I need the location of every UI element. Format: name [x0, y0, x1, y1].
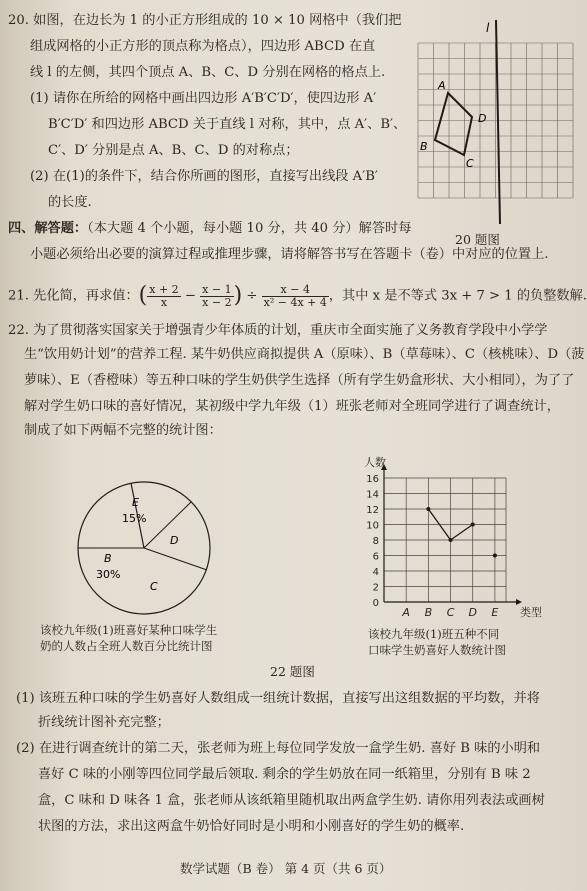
q21-line: 21. 先化简，再求值：( $\frac{x + 2}{x}$ − $\frac{x - 1}{x - 2}$ ) ÷ $\frac{x - 4}{\text{x² − 4x + 4}}$ ，其中 x 是不等式 3x + 7 > 1 的负整数解. [8, 282, 587, 309]
section4-intro: （本大题 4 个小题，每小题 10 分，共 40 分）解答时每 [87, 221, 412, 236]
y-tick-label: 16 [366, 474, 379, 485]
y-tick-label: 4 [372, 567, 379, 578]
q22-sub2-line-2: 喜好 C 味的小刚等四位同学最后领取. 剩余的学生奶放在同一纸箱里，分别有 B 味 2 [38, 767, 531, 782]
section4-line-1 [8, 220, 411, 238]
y-tick-label: 6 [372, 551, 379, 563]
x-axis-label: 类型 [520, 606, 542, 619]
label-A: A [438, 79, 446, 92]
q22-line-3: 萝味）、E（香橙味）等五种口味的学生奶供学生选择（所有学生奶盒形状、大小相同），为了了 [24, 373, 575, 388]
line-caption-2: 口味学生奶喜好人数统计图 [368, 643, 506, 657]
pie-divider-3 [144, 548, 207, 570]
q21-prefix: 21. 先化简，再求值： [8, 288, 139, 304]
y-tick-label: 14 [366, 489, 379, 501]
q21-fraction-1: $\frac{x + 2}{x}$ [149, 282, 179, 309]
q22-line-5: 制成了如下两幅不完整的统计图： [24, 423, 222, 438]
label-l: l [486, 21, 490, 35]
q21-fraction-3: $\frac{x - 4}{\text{x² − 4x + 4}}$ [263, 282, 327, 309]
q20-line-8: 的长度. [48, 195, 92, 210]
line-chart [348, 456, 548, 619]
q20-line-1: 20. 如图，在边长为 1 的小正方形组成的 10 × 10 网格中（我们把 [8, 13, 402, 28]
y-tick-label: 0 [372, 598, 379, 609]
series-line-segment [451, 525, 473, 541]
q20-line-7: (2) 在(1)的条件下，结合你所画的图形，直接写出线段 A′B′ [30, 169, 378, 184]
q22-sub1-line-2: 折线统计图补充完整； [38, 715, 170, 730]
q22-sub2-line-1: (2) 在进行调查统计的第二天，张老师为班上每位同学发放一盒学生奶. 喜好 B 味的小明和 [16, 741, 541, 756]
pie-pct-E: 15% [122, 512, 147, 525]
q20-line-4: (1) 请你在所给的网格中画出四边形 A′B′C′D′，使四边形 A′ [30, 91, 377, 106]
data-point-D [471, 523, 475, 527]
q20-line-2: 组成网格的小正方形的顶点称为格点），四边形 ABCD 在直 [30, 39, 376, 54]
label-B: B [420, 140, 428, 153]
y-tick-label: 12 [366, 505, 379, 516]
q20-line-6: C′、D′ 分别是点 A、B、C、D 的对称点； [48, 143, 299, 158]
q22-sub1-line-1: (1) 该班五种口味的学生奶喜好人数组成一组统计数据，直接写出这组数据的平均数，并将 [16, 691, 540, 706]
data-point-B [426, 507, 430, 511]
pie-label-E: E [132, 496, 139, 509]
y-tick-label: 8 [372, 536, 379, 547]
pie-label-B: B [104, 552, 112, 565]
q20-line-3: 线 l 的左侧，其四个顶点 A、B、C、D 分别在网格的格点上. [30, 65, 386, 80]
line-caption-1: 该校九年级(1)班五种不同 [368, 627, 500, 641]
pie-caption-2: 奶的人数占全班人数百分比统计图 [40, 639, 213, 653]
label-C: C [466, 157, 474, 170]
x-tick-label: B [424, 606, 433, 619]
q22-line-4: 解对学生奶口味的喜好情况，某初级中学九年级（1）班张老师对全班同学进行了调查统计， [24, 399, 560, 414]
quadrilateral-abcd [435, 93, 472, 155]
pie-caption-1: 该校九年级(1)班喜好某种口味学生 [40, 623, 218, 637]
line-l [496, 20, 500, 224]
x-tick-label: E [491, 606, 499, 619]
q22-sub2-line-3: 盒，C 味和 D 味各 1 盒，张老师从该纸箱里随机取出两盒学生奶. 请你用列表法或画树 [38, 793, 545, 808]
q20-line-5: B′C′D′ 和四边形 ABCD 关于直线 l 对称，其中，点 A′、B′、 [48, 117, 407, 132]
pie-chart [74, 478, 214, 618]
x-tick-label: A [402, 606, 410, 619]
q21-suffix: ，其中 x 是不等式 3x + 7 > 1 的负整数解. [328, 288, 587, 304]
pie-divider-2 [144, 502, 191, 548]
x-tick-label: C [446, 606, 455, 619]
data-point-E [493, 554, 497, 558]
q22-line-1: 22. 为了贯彻落实国家关于增强青少年体质的计划，重庆市全面实施了义务教育学段中小学学 [8, 323, 548, 338]
pie-pct-B: 30% [96, 568, 121, 581]
x-tick-label: D [468, 606, 477, 619]
page-footer: 数学试题（B 卷） 第 4 页（共 6 页） [180, 861, 392, 876]
q20-grid-figure [408, 10, 578, 225]
q22-fig-caption: 22 题图 [270, 664, 315, 679]
q21-fraction-2: $\frac{x - 1}{x - 2}$ [202, 282, 232, 309]
label-D: D [478, 112, 487, 125]
q22-sub2-line-4: 状图的方法，求出这两盒牛奶恰好同时是小明和小刚喜好的学生奶的概率. [38, 819, 465, 834]
q22-line-2: 生“饮用奶计划”的营养工程. 某牛奶供应商拟提供 A（原味）、B（草莓味）、C（核桃味）、D（菠 [24, 347, 585, 362]
y-tick-label: 10 [366, 520, 379, 532]
y-tick-label: 2 [372, 582, 379, 594]
y-axis-label: 人数 [364, 456, 386, 469]
section4-heading: 四、解答题： [8, 221, 88, 236]
x-axis-arrow [516, 599, 522, 605]
q20-fig-caption: 20 题图 [455, 232, 500, 247]
pie-label-C: C [150, 580, 158, 593]
section4-line-2: 小题必须给出必要的演算过程或推理步骤，请将解答书写在答题卡（卷）中对应的位置上. [30, 247, 549, 262]
pie-label-D: D [170, 534, 179, 547]
data-point-C [449, 538, 453, 542]
